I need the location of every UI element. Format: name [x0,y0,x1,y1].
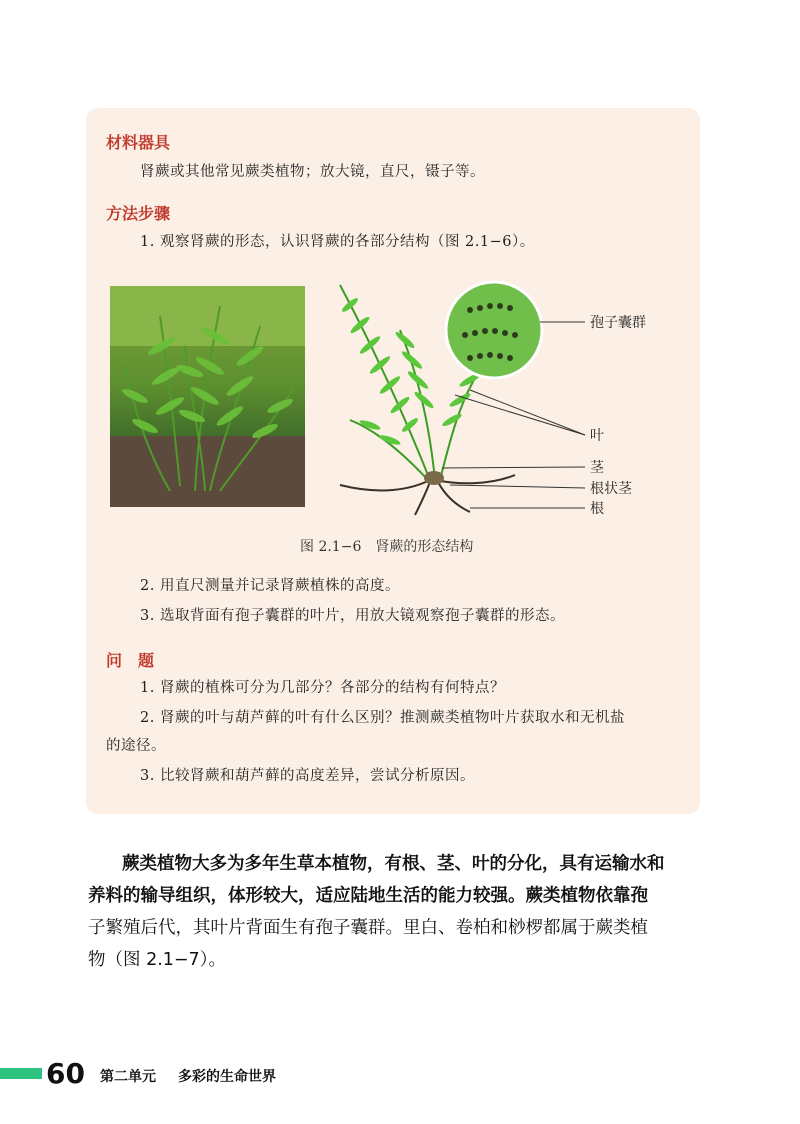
label-root: 根 [590,501,604,517]
label-stem: 茎 [590,460,604,476]
step-3: 3. 选取背面有孢子囊群的叶片，用放大镜观察孢子囊群的形态。 [140,608,565,624]
fern-photo [110,286,305,507]
figure-caption: 图 2.1−6 肾蕨的形态结构 [300,539,474,555]
step-1: 1. 观察肾蕨的形态，认识肾蕨的各部分结构（图 2.1−6）。 [140,234,535,250]
body-line-3: 子繁殖后代，其叶片背面生有孢子囊群。里白、卷柏和桫椤都属于蕨类植 [88,918,648,938]
footer-accent-bar [0,1068,42,1079]
footer-unit-title: 多彩的生命世界 [178,1069,276,1085]
question-2-line-1: 2. 肾蕨的叶与葫芦藓的叶有什么区别？推测蕨类植物叶片获取水和无机盐 [140,710,625,726]
materials-text: 肾蕨或其他常见蕨类植物；放大镜，直尺，镊子等。 [140,164,485,180]
method-heading: 方法步骤 [106,204,171,223]
label-leaf: 叶 [590,428,604,444]
questions-heading: 问 题 [106,651,155,670]
footer-unit: 第二单元 [100,1069,156,1085]
fern-diagram [330,280,660,520]
materials-heading: 材料器具 [106,133,171,152]
body-line-2: 养料的输导组织，体形较大，适应陆地生活的能力较强。蕨类植物依靠孢 [88,886,648,906]
question-2-line-2: 的途径。 [106,738,166,754]
body-line-4: 物（图 2.1−7）。 [88,950,226,970]
body-line-1: 蕨类植物大多为多年生草本植物，有根、茎、叶的分化，具有运输水和 [122,854,665,874]
step-2: 2. 用直尺测量并记录肾蕨植株的高度。 [140,578,400,594]
question-3: 3. 比较肾蕨和葫芦藓的高度差异，尝试分析原因。 [140,768,475,784]
label-sporangia: 孢子囊群 [590,315,646,331]
page-number: 60 [46,1057,85,1090]
question-1: 1. 肾蕨的植株可分为几部分？各部分的结构有何特点？ [140,680,505,696]
label-rhizome: 根状茎 [590,481,632,497]
